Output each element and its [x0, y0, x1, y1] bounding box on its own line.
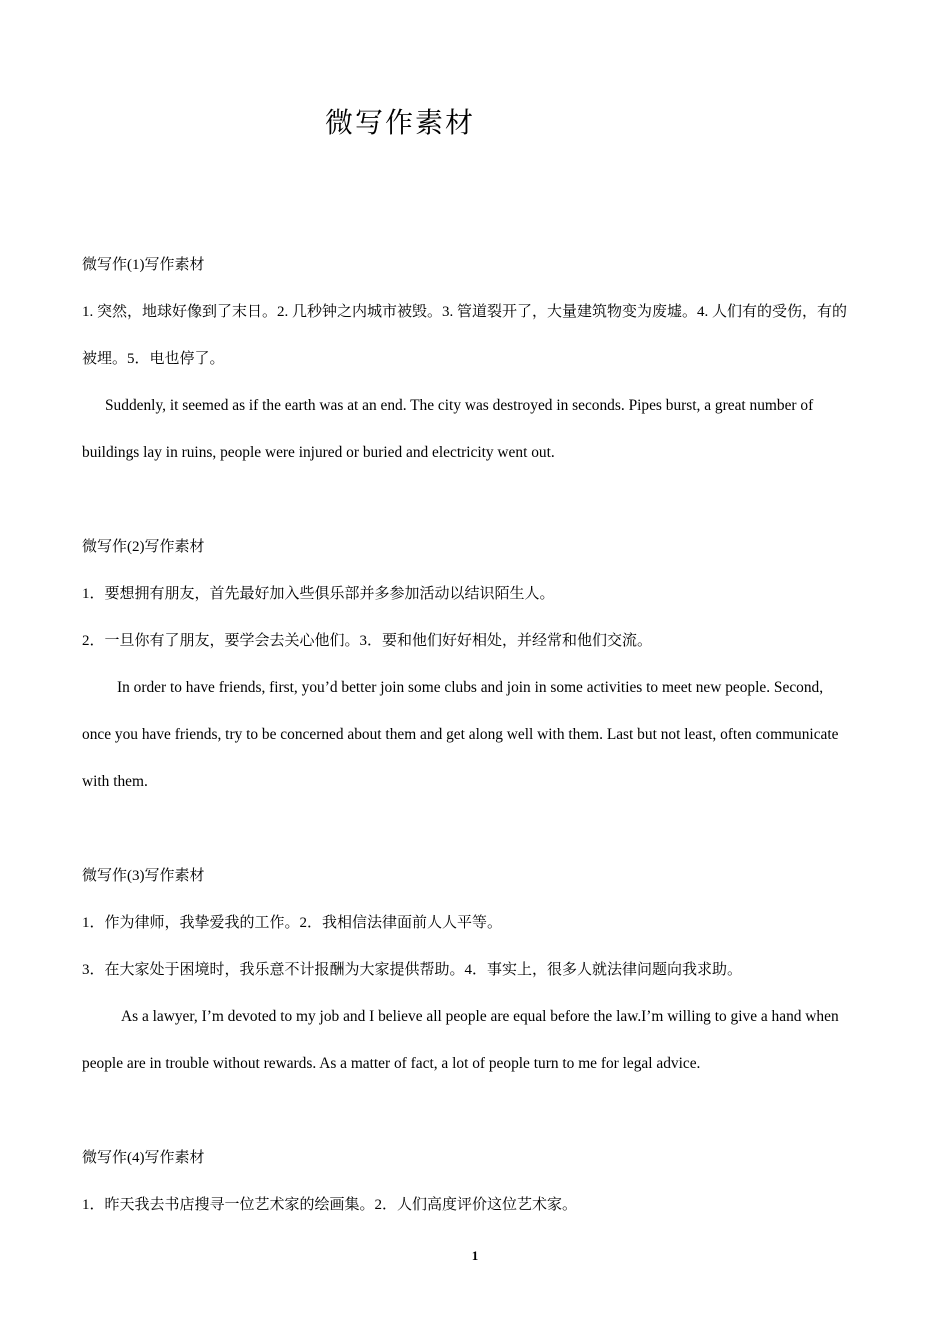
page-number: 1: [471, 1248, 479, 1263]
english-paragraph-line: with them.: [82, 773, 148, 790]
chinese-paragraph-line: 1．作为律师，我挚爱我的工作。2．我相信法律面前人人平等。: [82, 915, 503, 931]
english-paragraph-line: In order to have friends, first, you’d better join some clubs and join in some activities to meet new people. Second,: [117, 679, 824, 696]
english-paragraph-line: people are in trouble without rewards. As a matter of fact, a lot of people turn to me for legal advice.: [82, 1055, 701, 1072]
document-body: [82, 250, 872, 1237]
chinese-paragraph-line: 3．在大家处于困境时，我乐意不计报酬为大家提供帮助。4．事实上，很多人就法律问题向我求助。: [82, 962, 743, 978]
chinese-paragraph-line: 1. 突然，地球好像到了末日。2. 几秒钟之内城市被毁。3. 管道裂开了，大量建筑物变为废墟。4. 人们有的受伤，有的: [82, 304, 848, 320]
section-spacer: [82, 1096, 872, 1143]
section-heading: 微写作(1)写作素材: [82, 257, 205, 273]
chinese-paragraph-line: 被埋。5．电也停了。: [82, 351, 225, 367]
english-paragraph-line: buildings lay in ruins, people were injured or buried and electricity went out.: [82, 444, 555, 461]
english-paragraph-line: once you have friends, try to be concerned about them and get along well with them. Last but not least, often communicate: [82, 726, 839, 743]
english-paragraph-line: Suddenly, it seemed as if the earth was at an end. The city was destroyed in seconds. Pipes burst, a great number of: [105, 397, 814, 414]
chinese-paragraph-line: 1．昨天我去书店搜寻一位艺术家的绘画集。2．人们高度评价这位艺术家。: [82, 1197, 578, 1213]
page-title: 微写作素材: [324, 108, 475, 139]
section-heading: 微写作(3)写作素材: [82, 868, 205, 884]
chinese-paragraph-line: 1．要想拥有朋友，首先最好加入些俱乐部并多参加活动以结识陌生人。: [82, 586, 555, 602]
section-spacer: [82, 485, 872, 532]
section-spacer: [82, 814, 872, 861]
section-heading: 微写作(4)写作素材: [82, 1150, 205, 1166]
chinese-paragraph-line: 2．一旦你有了朋友，要学会去关心他们。3．要和他们好好相处，并经常和他们交流。: [82, 633, 653, 649]
english-paragraph-line: As a lawyer, I’m devoted to my job and I believe all people are equal before the law.I’m willing to give a hand when: [121, 1008, 839, 1025]
section-heading: 微写作(2)写作素材: [82, 539, 205, 555]
